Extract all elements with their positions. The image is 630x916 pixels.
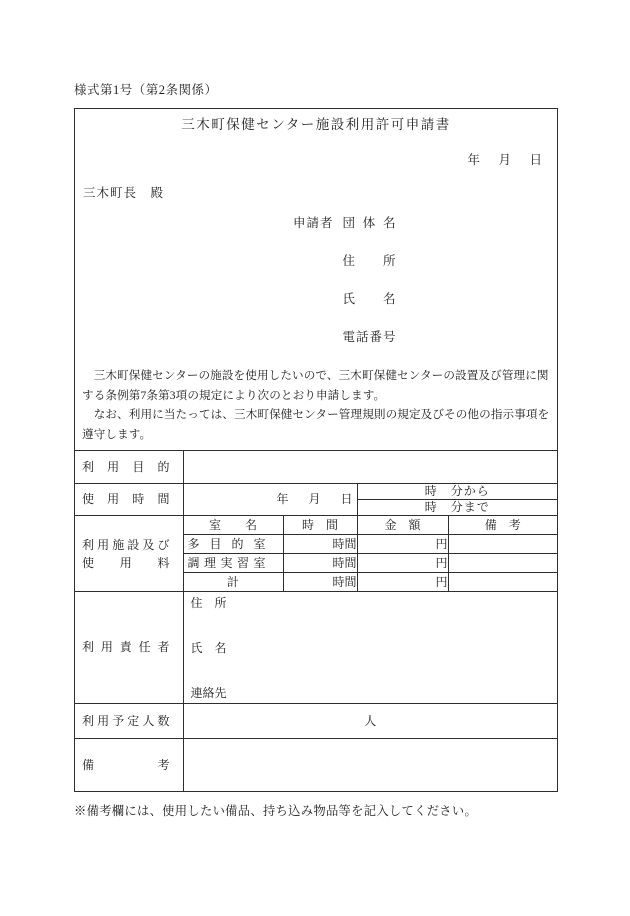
purpose-value-cell xyxy=(183,451,557,484)
time-label: 使用時間 xyxy=(82,492,170,506)
fee-room-cell xyxy=(183,554,283,573)
count-value-cell: 人 xyxy=(183,704,557,739)
remarks-value-cell xyxy=(183,739,557,792)
applicant-block xyxy=(293,217,557,344)
application-form-box xyxy=(74,108,558,792)
applicant-field-name: 氏名 xyxy=(342,292,396,306)
fee-room-cell xyxy=(183,535,283,554)
statement-line: なお、利用に当たっては、三木町保健センター管理規則の規定及びその他の指示事項を xyxy=(82,408,550,421)
row-remarks xyxy=(75,739,557,792)
fee-note-cell xyxy=(448,535,557,554)
facility-label-line1: 利用施設及び xyxy=(82,537,170,552)
form-title: 三木町保健センター施設利用許可申請書 xyxy=(181,117,451,132)
row-expected-count xyxy=(75,704,557,739)
fee-amount-cell: 円 xyxy=(357,573,448,592)
row-responsible-person xyxy=(75,592,557,704)
facility-label-line2: 使用料 xyxy=(82,555,170,570)
fee-hours-cell: 時間 xyxy=(283,573,357,592)
purpose-label-cell xyxy=(75,451,183,484)
row-fee-header xyxy=(75,516,557,535)
responsible-field-name: 氏 名 xyxy=(190,641,227,655)
fee-header-amount: 金 額 xyxy=(357,516,448,535)
responsible-field-contact: 連絡先 xyxy=(190,686,227,700)
application-statement xyxy=(82,366,549,444)
time-from-cell: 時 分から xyxy=(357,484,557,500)
remarks-label: 備考 xyxy=(82,757,170,772)
fee-hours-cell: 時間 xyxy=(283,554,357,573)
statement-line: する条例第7条第3項の規定により次のとおり申請します。 xyxy=(82,388,386,402)
time-date-cell: 年 月 日 xyxy=(183,484,357,516)
fee-amount-cell: 円 xyxy=(357,535,448,554)
row-use-time xyxy=(75,484,557,500)
remarks-label-cell xyxy=(75,739,183,792)
form-table xyxy=(75,451,557,791)
responsible-label-cell xyxy=(75,592,183,704)
time-to-cell: 時 分まで xyxy=(357,500,557,516)
fee-room-name: 多目的室 xyxy=(187,536,266,551)
purpose-label: 利用目的 xyxy=(82,459,170,474)
fee-hours-cell: 時間 xyxy=(283,535,357,554)
responsible-field-address: 住 所 xyxy=(190,596,227,610)
addressee-line: 三木町長 殿 xyxy=(83,186,165,200)
applicant-field-organization: 団体名 xyxy=(342,216,396,230)
fee-room-name: 調理実習室 xyxy=(187,555,266,570)
fee-amount-cell: 円 xyxy=(357,554,448,573)
applicant-field-phone: 電話番号 xyxy=(342,330,396,344)
responsible-label: 利用責任者 xyxy=(82,640,170,654)
facility-label-cell xyxy=(75,516,183,592)
fee-header-room: 室 名 xyxy=(183,516,283,535)
applicant-field-address: 住所 xyxy=(342,254,396,268)
applicant-label: 申請者 xyxy=(293,216,334,230)
applicant-fields xyxy=(343,217,396,344)
fee-header-note: 備 考 xyxy=(448,516,557,535)
form-number-label: 様式第1号（第2条関係） xyxy=(74,83,218,97)
responsible-value-cell xyxy=(183,592,557,704)
form-table-wrap xyxy=(75,450,557,791)
fee-header-hours: 時 間 xyxy=(283,516,357,535)
fee-total-label-cell: 計 xyxy=(183,573,283,592)
time-label-cell xyxy=(75,484,183,516)
statement-line: 遵守します。 xyxy=(82,427,152,441)
count-label: 利用予定人数 xyxy=(82,713,170,728)
application-date-line: 年 月 日 xyxy=(467,153,545,167)
count-label-cell xyxy=(75,704,183,739)
responsible-fields xyxy=(184,592,558,703)
row-purpose xyxy=(75,451,557,484)
fee-note-cell xyxy=(448,554,557,573)
remarks-footnote: ※備考欄には、使用したい備品、持ち込み物品等を記入してください。 xyxy=(74,804,478,818)
statement-line: 三木町保健センターの施設を使用したいので、三木町保健センターの設置及び管理に関 xyxy=(82,369,549,382)
fee-note-cell xyxy=(448,573,557,592)
